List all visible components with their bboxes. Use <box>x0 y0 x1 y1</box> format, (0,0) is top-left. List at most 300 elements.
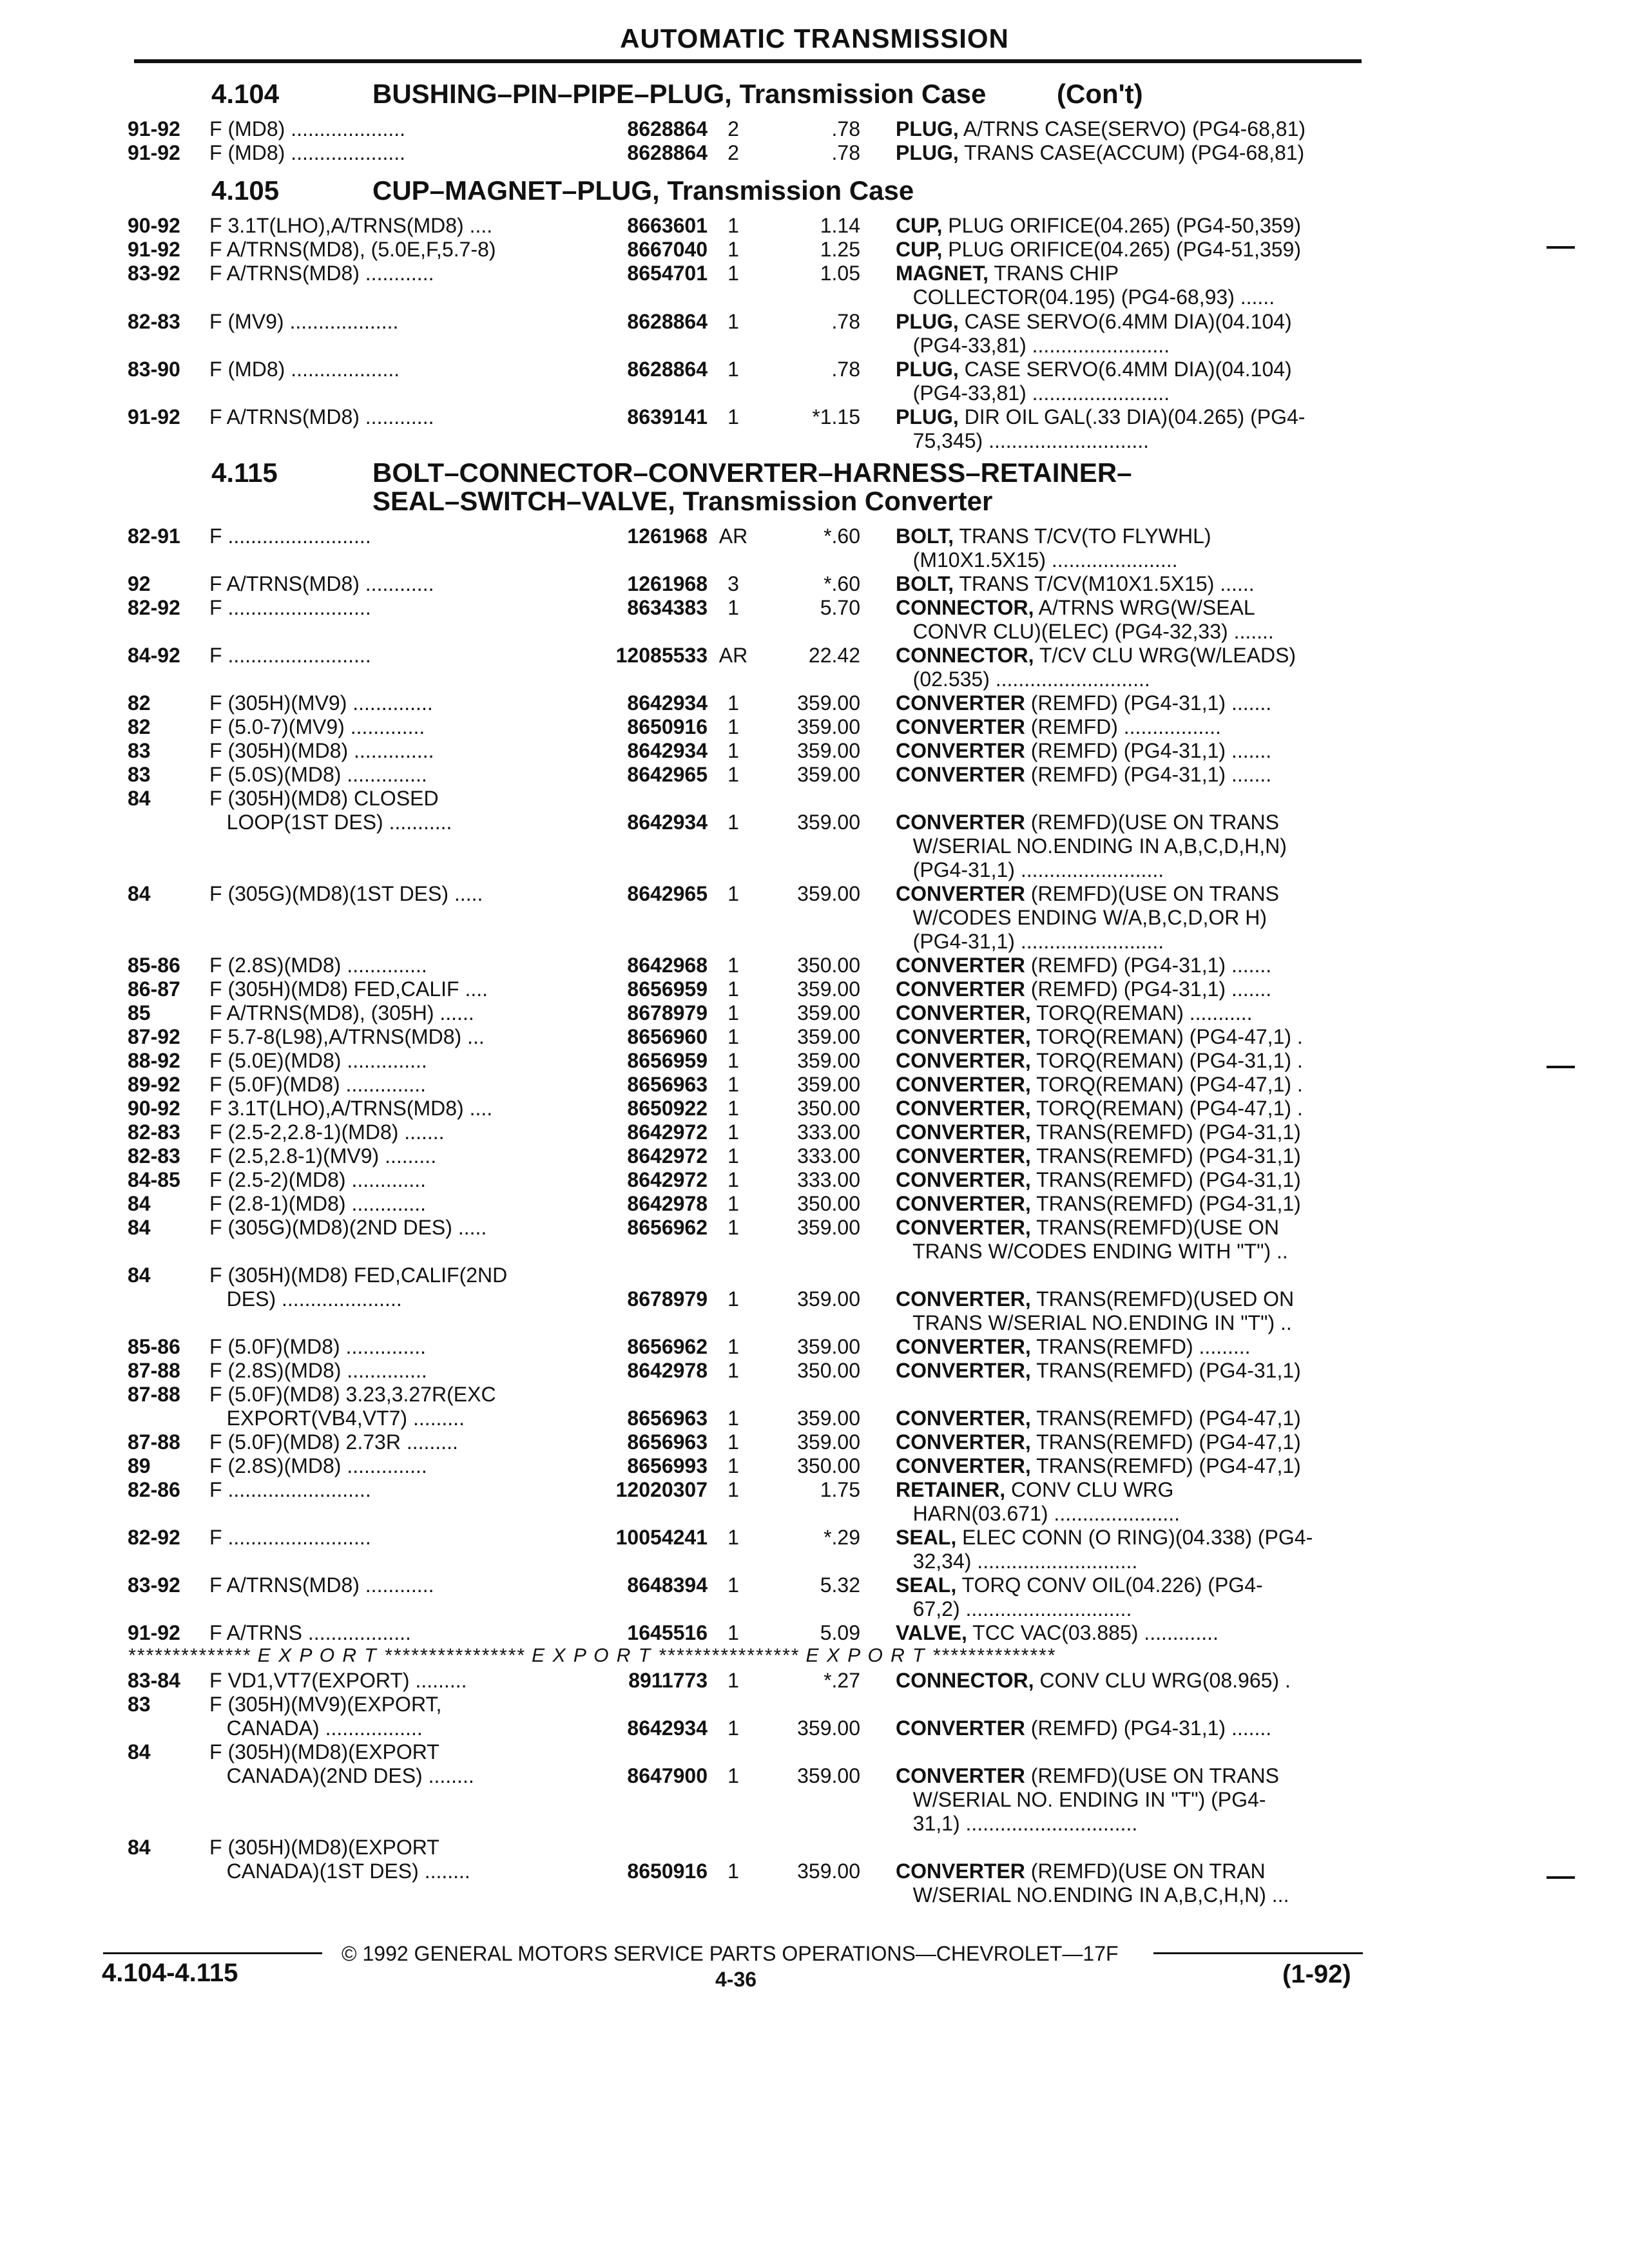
description-text: (REMFD) ................. <box>1025 715 1221 738</box>
quantity-cell: 1 <box>728 739 739 762</box>
quantity-cell: 1 <box>728 1001 739 1024</box>
description-cell <box>896 858 1360 881</box>
description-text: (REMFD) (PG4-31,1) ....... <box>1025 1716 1272 1740</box>
part-name: CONVERTER <box>896 763 1025 786</box>
price-cell: *.60 <box>824 524 860 548</box>
description-cell <box>896 1550 1360 1573</box>
description-text: TRANS W/SERIAL NO.ENDING IN "T") .. <box>896 1311 1292 1334</box>
years-cell: 82-83 <box>128 310 180 333</box>
model-cell: CANADA) ................. <box>209 1716 423 1740</box>
description-cell <box>896 1502 1360 1525</box>
description-text: 31,1) .............................. <box>896 1812 1138 1835</box>
section-title: CUP–MAGNET–PLUG, Transmission Case <box>372 175 914 206</box>
quantity-cell: 1 <box>728 358 739 381</box>
section-title: BUSHING–PIN–PIPE–PLUG, Transmission Case <box>372 79 987 109</box>
price-cell: 333.00 <box>797 1120 860 1144</box>
quantity-cell: 1 <box>728 1216 739 1239</box>
model-cell: F 3.1T(LHO),A/TRNS(MD8) .... <box>209 214 493 237</box>
description-cell <box>896 1120 1360 1144</box>
description-cell <box>896 1883 1360 1907</box>
model-cell: F A/TRNS(MD8), (305H) ...... <box>209 1001 474 1024</box>
quantity-cell: 1 <box>728 1120 739 1144</box>
price-cell: 5.70 <box>820 596 860 619</box>
part-name: PLUG, <box>896 310 959 333</box>
description-text: CASE SERVO(6.4MM DIA)(04.104) <box>958 358 1292 381</box>
price-cell: 5.32 <box>820 1573 860 1597</box>
quantity-cell: 1 <box>728 954 739 977</box>
part-number-cell: 8656960 <box>627 1025 708 1048</box>
part-name: CONVERTER, <box>896 1073 1031 1096</box>
part-name: CONVERTER <box>896 1716 1025 1740</box>
years-cell: 82-83 <box>128 1120 180 1144</box>
description-text: HARN(03.671) ...................... <box>896 1502 1181 1525</box>
years-cell: 91-92 <box>128 141 180 164</box>
years-cell: 86-87 <box>128 977 180 1001</box>
description-cell <box>896 429 1360 452</box>
description-cell <box>896 334 1360 357</box>
quantity-cell: 1 <box>728 214 739 237</box>
part-name: CONVERTER, <box>896 1335 1031 1358</box>
years-cell: 84 <box>128 1192 151 1215</box>
part-name: BOLT, <box>896 524 954 548</box>
price-cell: 359.00 <box>797 1430 860 1454</box>
model-cell: F A/TRNS(MD8), (5.0E,F,5.7-8) <box>209 238 496 261</box>
model-cell: F (MD8) ................... <box>209 358 400 381</box>
description-text: PLUG ORIFICE(04.265) (PG4-50,359) <box>942 214 1301 237</box>
section-title-line2: SEAL–SWITCH–VALVE, Transmission Converter <box>372 486 993 516</box>
part-name: SEAL, <box>896 1526 957 1549</box>
price-cell: 359.00 <box>797 1001 860 1024</box>
description-text: TRANS(REMFD) ......... <box>1030 1335 1251 1358</box>
description-text: W/CODES ENDING W/A,B,C,D,OR H) <box>896 906 1268 929</box>
price-cell: 350.00 <box>797 1454 860 1477</box>
quantity-cell: 1 <box>728 1669 739 1692</box>
quantity-cell: 3 <box>728 572 739 595</box>
description-cell <box>896 1240 1360 1263</box>
description-cell <box>896 381 1360 405</box>
part-number-cell: 8648394 <box>627 1573 708 1597</box>
part-number-cell: 8642965 <box>627 763 708 786</box>
price-cell: 359.00 <box>797 1335 860 1358</box>
description-cell <box>896 1335 1360 1358</box>
part-number-cell: 8628864 <box>627 141 708 164</box>
part-number-cell: 8647900 <box>627 1764 708 1787</box>
price-cell: 359.00 <box>797 811 860 834</box>
description-text: PLUG ORIFICE(04.265) (PG4-51,359) <box>942 238 1301 261</box>
years-cell: 90-92 <box>128 1097 180 1120</box>
price-cell: 1.25 <box>820 238 860 261</box>
part-number-cell: 8911773 <box>628 1669 708 1692</box>
part-number-cell: 8628864 <box>627 117 708 140</box>
part-name: CONVERTER <box>896 977 1025 1001</box>
description-cell <box>896 1407 1360 1430</box>
description-cell <box>896 141 1360 164</box>
quantity-cell: 1 <box>728 1335 739 1358</box>
model-cell: F (MD8) .................... <box>209 117 406 140</box>
years-cell: 89 <box>128 1454 151 1477</box>
years-cell: 83-92 <box>128 262 180 285</box>
part-name: CONVERTER, <box>896 1025 1031 1048</box>
part-number-cell: 8628864 <box>627 358 708 381</box>
price-cell: 350.00 <box>797 1359 860 1382</box>
description-text: CONVR CLU)(ELEC) (PG4-32,33) ....... <box>896 620 1274 643</box>
price-cell: 359.00 <box>797 1216 860 1239</box>
part-number-cell: 10054241 <box>615 1526 708 1549</box>
part-number-cell: 8628864 <box>627 310 708 333</box>
description-cell <box>896 834 1360 858</box>
description-cell <box>896 1669 1360 1692</box>
page-title: AUTOMATIC TRANSMISSION <box>620 23 1009 53</box>
part-number-cell: 8642934 <box>627 691 708 715</box>
price-cell: 359.00 <box>797 1407 860 1430</box>
part-name: CONVERTER <box>896 1860 1025 1883</box>
model-cell: F (5.0F)(MD8) .............. <box>209 1073 427 1096</box>
years-cell: 84-92 <box>128 644 180 667</box>
part-name: CONNECTOR, <box>896 1669 1034 1692</box>
model-cell: F (5.0F)(MD8) 2.73R ......... <box>209 1430 458 1454</box>
part-name: CONVERTER <box>896 739 1025 762</box>
description-text: TRANS(REMFD) (PG4-47,1) <box>1030 1454 1301 1477</box>
price-cell: 333.00 <box>797 1168 860 1191</box>
years-cell: 85-86 <box>128 1335 180 1358</box>
model-cell: LOOP(1ST DES) ........... <box>209 811 452 834</box>
quantity-cell: 1 <box>728 1097 739 1120</box>
part-number-cell: 8642978 <box>627 1192 708 1215</box>
model-cell: F (MD8) .................... <box>209 141 406 164</box>
model-cell: F (5.0F)(MD8) 3.23,3.27R(EXC <box>209 1383 496 1406</box>
description-cell <box>896 763 1360 786</box>
model-cell: F ......................... <box>209 1526 371 1549</box>
description-text: TRANS(REMFD) (PG4-47,1) <box>1030 1430 1301 1454</box>
quantity-cell: 1 <box>728 691 739 715</box>
description-text: 67,2) ............................. <box>896 1597 1132 1620</box>
part-number-cell: 8642972 <box>627 1144 708 1168</box>
years-cell: 91-92 <box>128 405 180 428</box>
part-number-cell: 8634383 <box>627 596 708 619</box>
years-cell: 87-88 <box>128 1359 180 1382</box>
description-cell <box>896 1430 1360 1454</box>
quantity-cell: 1 <box>728 1573 739 1597</box>
years-cell: 90-92 <box>128 214 180 237</box>
part-name: CONVERTER, <box>896 1192 1031 1215</box>
part-name: CONVERTER, <box>896 1049 1031 1072</box>
part-number-cell: 8642978 <box>627 1359 708 1382</box>
description-text: TORQ(REMAN) (PG4-47,1) . <box>1030 1097 1303 1120</box>
description-cell <box>896 358 1360 381</box>
price-cell: 350.00 <box>797 1192 860 1215</box>
description-text: TRANS(REMFD)(USED ON <box>1030 1287 1295 1311</box>
description-text: 32,34) ............................ <box>896 1550 1138 1573</box>
section-number: 4.105 <box>211 175 280 206</box>
description-cell <box>896 1573 1360 1597</box>
description-cell <box>896 1860 1360 1883</box>
description-cell <box>896 117 1360 140</box>
years-cell: 85-86 <box>128 954 180 977</box>
part-number-cell: 8642934 <box>627 739 708 762</box>
model-cell: F (305H)(MD8)(EXPORT <box>209 1740 439 1763</box>
description-text: A/TRNS CASE(SERVO) (PG4-68,81) <box>958 117 1306 140</box>
margin-mark <box>1547 246 1575 249</box>
quantity-cell: 1 <box>728 1764 739 1787</box>
quantity-cell: 2 <box>728 141 739 164</box>
description-cell <box>896 1812 1360 1835</box>
part-name: CUP, <box>896 238 943 261</box>
description-text: (PG4-31,1) ......................... <box>896 930 1164 953</box>
model-cell: F (2.5,2.8-1)(MV9) ......... <box>209 1144 437 1168</box>
part-name: RETAINER, <box>896 1478 1006 1501</box>
part-name: CONVERTER, <box>896 1430 1031 1454</box>
years-cell: 84 <box>128 1836 151 1859</box>
part-number-cell: 8639141 <box>627 405 708 428</box>
model-cell: F (2.8S)(MD8) .............. <box>209 954 427 977</box>
description-text: TORQ(REMAN) (PG4-47,1) . <box>1030 1025 1303 1048</box>
part-name: CONVERTER, <box>896 1001 1031 1024</box>
description-text: TRANS(REMFD) (PG4-31,1) <box>1030 1144 1301 1168</box>
part-name: PLUG, <box>896 405 959 428</box>
part-number-cell: 8656959 <box>627 1049 708 1072</box>
description-text: TRANS(REMFD) (PG4-31,1) <box>1030 1120 1301 1144</box>
price-cell: 359.00 <box>797 715 860 738</box>
quantity-cell: 1 <box>728 1526 739 1549</box>
section-number: 4.115 <box>211 457 278 488</box>
description-text: (PG4-33,81) ........................ <box>896 334 1170 357</box>
description-cell <box>896 1168 1360 1191</box>
years-cell: 87-92 <box>128 1025 180 1048</box>
part-name: PLUG, <box>896 358 959 381</box>
model-cell: F 3.1T(LHO),A/TRNS(MD8) .... <box>209 1097 493 1120</box>
part-name: CUP, <box>896 214 943 237</box>
description-cell <box>896 1216 1360 1239</box>
part-number-cell: 8656962 <box>627 1335 708 1358</box>
part-name: CONVERTER, <box>896 1097 1031 1120</box>
description-text: (M10X1.5X15) ...................... <box>896 548 1178 572</box>
description-text: (REMFD) (PG4-31,1) ....... <box>1025 763 1272 786</box>
description-cell <box>896 668 1360 691</box>
price-cell: 1.14 <box>820 214 860 237</box>
footer-page-number: 4-36 <box>715 1968 757 1991</box>
description-cell <box>896 620 1360 643</box>
description-cell <box>896 1788 1360 1811</box>
years-cell: 82-83 <box>128 1144 180 1168</box>
description-cell <box>896 954 1360 977</box>
part-number-cell: 8656962 <box>627 1216 708 1239</box>
description-text: (02.535) ........................... <box>896 668 1150 691</box>
quantity-cell: 1 <box>728 715 739 738</box>
price-cell: 359.00 <box>797 763 860 786</box>
part-number-cell: 8642972 <box>627 1120 708 1144</box>
price-cell: 22.42 <box>808 644 860 667</box>
part-name: CONVERTER <box>896 811 1025 834</box>
model-cell: EXPORT(VB4,VT7) ......... <box>209 1407 465 1430</box>
years-cell: 84 <box>128 787 151 810</box>
model-cell: F (305H)(MV9) .............. <box>209 691 433 715</box>
years-cell: 83 <box>128 763 151 786</box>
model-cell: DES) ..................... <box>209 1287 402 1311</box>
part-name: CONVERTER, <box>896 1168 1031 1191</box>
years-cell: 83 <box>128 739 151 762</box>
section-continued: (Con't) <box>1057 79 1143 109</box>
description-text: TRANS(REMFD) (PG4-47,1) <box>1030 1407 1301 1430</box>
years-cell: 91-92 <box>128 117 180 140</box>
description-cell <box>896 1001 1360 1024</box>
model-cell: F (305H)(MD8) .............. <box>209 739 434 762</box>
model-cell: F ......................... <box>209 1478 371 1501</box>
description-cell <box>896 691 1360 715</box>
quantity-cell: 1 <box>728 1049 739 1072</box>
margin-mark <box>1547 1876 1575 1879</box>
part-number-cell: 8642972 <box>627 1168 708 1191</box>
years-cell: 84 <box>128 1216 151 1239</box>
quantity-cell: 1 <box>728 405 739 428</box>
part-name: CONVERTER <box>896 715 1025 738</box>
description-text: A/TRNS WRG(W/SEAL <box>1034 596 1255 619</box>
footer-rule-right <box>1153 1952 1363 1954</box>
quantity-cell: 1 <box>728 596 739 619</box>
description-cell <box>896 310 1360 333</box>
model-cell: F (5.0S)(MD8) .............. <box>209 763 427 786</box>
description-text: W/SERIAL NO.ENDING IN A,B,C,H,N) ... <box>896 1883 1289 1907</box>
quantity-cell: 1 <box>728 1716 739 1740</box>
years-cell: 82-92 <box>128 1526 180 1549</box>
description-cell <box>896 548 1360 572</box>
years-cell: 82 <box>128 691 151 715</box>
part-name: CONVERTER, <box>896 1359 1031 1382</box>
part-number-cell: 8663601 <box>627 214 708 237</box>
footer-section-range: 4.104-4.115 <box>102 1959 238 1987</box>
footer-rule-left <box>103 1952 322 1954</box>
price-cell: 5.09 <box>820 1621 860 1644</box>
model-cell: F 5.7-8(L98),A/TRNS(MD8) ... <box>209 1025 485 1048</box>
description-cell <box>896 1144 1360 1168</box>
model-cell: F A/TRNS .................. <box>209 1621 411 1644</box>
price-cell: .78 <box>831 358 860 381</box>
price-cell: .78 <box>831 141 860 164</box>
description-text: ELEC CONN (O RING)(04.338) (PG4- <box>956 1526 1313 1549</box>
part-number-cell: 8642968 <box>627 954 708 977</box>
quantity-cell: 1 <box>728 1168 739 1191</box>
part-name: BOLT, <box>896 572 954 595</box>
price-cell: 1.75 <box>820 1478 860 1501</box>
description-text: TRANS W/CODES ENDING WITH "T") .. <box>896 1240 1288 1263</box>
years-cell: 85 <box>128 1001 151 1024</box>
model-cell: F (305G)(MD8)(2ND DES) ..... <box>209 1216 487 1239</box>
price-cell: 359.00 <box>797 1049 860 1072</box>
description-text: (PG4-31,1) ......................... <box>896 858 1164 881</box>
price-cell: 359.00 <box>797 1073 860 1096</box>
description-text: TRANS(REMFD) (PG4-31,1) <box>1030 1168 1301 1191</box>
quantity-cell: 1 <box>728 1144 739 1168</box>
price-cell: 350.00 <box>797 954 860 977</box>
model-cell: F A/TRNS(MD8) ............ <box>209 262 434 285</box>
part-name: SEAL, <box>896 1573 957 1597</box>
quantity-cell: 1 <box>728 1430 739 1454</box>
price-cell: 1.05 <box>820 262 860 285</box>
years-cell: 84-85 <box>128 1168 180 1191</box>
model-cell: F A/TRNS(MD8) ............ <box>209 405 434 428</box>
part-name: CONVERTER, <box>896 1216 1031 1239</box>
part-number-cell: 8656959 <box>627 977 708 1001</box>
quantity-cell: 1 <box>728 310 739 333</box>
description-text: (REMFD) (PG4-31,1) ....... <box>1025 977 1272 1001</box>
description-text: TORQ(REMAN) (PG4-31,1) . <box>1030 1049 1303 1072</box>
description-cell <box>896 1621 1360 1644</box>
description-text: TORQ CONV OIL(04.226) (PG4- <box>956 1573 1263 1597</box>
price-cell: 359.00 <box>797 1716 860 1740</box>
quantity-cell: 1 <box>728 238 739 261</box>
part-number-cell: 8656963 <box>627 1430 708 1454</box>
section-heading-4-105 <box>211 177 1178 205</box>
part-name: MAGNET, <box>896 262 988 285</box>
description-text: COLLECTOR(04.195) (PG4-68,93) ...... <box>896 285 1275 309</box>
description-cell <box>896 811 1360 834</box>
model-cell: CANADA)(2ND DES) ........ <box>209 1764 474 1787</box>
part-number-cell: 1261968 <box>627 572 708 595</box>
model-cell: F ......................... <box>209 644 371 667</box>
section-heading-4-115 <box>211 459 1178 517</box>
price-cell: 359.00 <box>797 691 860 715</box>
part-name: PLUG, <box>896 117 959 140</box>
part-number-cell: 1261968 <box>627 524 708 548</box>
part-name: CONVERTER, <box>896 1144 1031 1168</box>
price-cell: .78 <box>831 310 860 333</box>
price-cell: 359.00 <box>797 1025 860 1048</box>
years-cell: 82-86 <box>128 1478 180 1501</box>
price-cell: 359.00 <box>797 977 860 1001</box>
years-cell: 82-92 <box>128 596 180 619</box>
part-name: CONNECTOR, <box>896 596 1034 619</box>
model-cell: F (2.8-1)(MD8) ............. <box>209 1192 427 1215</box>
part-name: CONVERTER <box>896 691 1025 715</box>
description-cell <box>896 882 1360 905</box>
description-cell <box>896 1311 1360 1334</box>
description-text: (REMFD) (PG4-31,1) ....... <box>1025 691 1272 715</box>
quantity-cell: 1 <box>728 1621 739 1644</box>
margin-mark <box>1547 1066 1575 1068</box>
price-cell: *.29 <box>824 1526 860 1549</box>
description-cell <box>896 596 1360 619</box>
section-number: 4.104 <box>211 79 280 109</box>
description-text: CONV CLU WRG(08.965) . <box>1034 1669 1291 1692</box>
price-cell: .78 <box>831 117 860 140</box>
part-name: PLUG, <box>896 141 959 164</box>
price-cell: *1.15 <box>812 405 860 428</box>
part-number-cell: 8650916 <box>627 1860 708 1883</box>
quantity-cell: 1 <box>728 1192 739 1215</box>
part-number-cell: 8642934 <box>627 1716 708 1740</box>
model-cell: F (305H)(MD8) FED,CALIF(2ND <box>209 1264 508 1287</box>
years-cell: 82-91 <box>128 524 180 548</box>
quantity-cell: 1 <box>728 1359 739 1382</box>
description-text: TRANS(REMFD)(USE ON <box>1030 1216 1279 1239</box>
description-text: W/SERIAL NO. ENDING IN "T") (PG4- <box>896 1788 1266 1811</box>
years-cell: 84 <box>128 1740 151 1763</box>
quantity-cell: 1 <box>728 977 739 1001</box>
model-cell: F (305H)(MD8) FED,CALIF .... <box>209 977 488 1001</box>
part-number-cell: 8642965 <box>627 882 708 905</box>
years-cell: 88-92 <box>128 1049 180 1072</box>
description-cell <box>896 906 1360 929</box>
description-cell <box>896 524 1360 548</box>
price-cell: 350.00 <box>797 1097 860 1120</box>
years-cell: 87-88 <box>128 1430 180 1454</box>
description-cell <box>896 1073 1360 1096</box>
model-cell: F (5.0E)(MD8) .............. <box>209 1049 427 1072</box>
part-number-cell: 12085533 <box>615 644 708 667</box>
description-text: TORQ(REMAN) (PG4-47,1) . <box>1030 1073 1303 1096</box>
description-text: (REMFD)(USE ON TRAN <box>1025 1860 1266 1883</box>
model-cell: F (5.0F)(MD8) .............. <box>209 1335 427 1358</box>
quantity-cell: 1 <box>728 1073 739 1096</box>
